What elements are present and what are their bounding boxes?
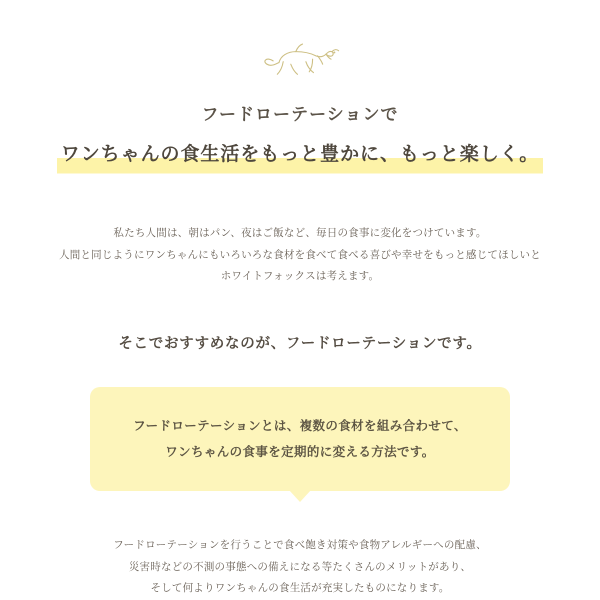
intro-line-2: 人間と同じようにワンちゃんにもいろいろな食材を食べて食べる喜びや幸せをもっと感じてほしいと xyxy=(59,248,541,261)
callout-line-1: フードローテーションとは、複数の食材を組み合わせて、 xyxy=(133,418,467,433)
closing-line-2: 災害時などの不測の事態への備えになる等たくさんのメリットがあり、 xyxy=(128,560,472,573)
headline-line-2: ワンちゃんの食生活をもっと豊かに、もっと楽しく。 xyxy=(57,137,543,175)
closing-line-1: フードローテーションを行うことで食べ飽き対策や食物アレルギーへの配慮、 xyxy=(113,539,487,552)
definition-callout xyxy=(90,387,510,492)
intro-line-1: 私たち人間は、朝はパン、夜はご飯など、毎日の食事に変化をつけています。 xyxy=(113,227,487,240)
intro-paragraph xyxy=(59,223,541,288)
intro-line-3: ホワイトフォックスは考えます。 xyxy=(220,270,380,283)
running-dog-illustration xyxy=(245,34,355,81)
recommend-heading: そこでおすすめなのが、フードローテーションです。 xyxy=(118,335,482,352)
headline-line-1: フードローテーションで xyxy=(201,105,399,125)
closing-line-3: そして何よりワンちゃんの食生活が充実したものになります。 xyxy=(150,582,450,595)
callout-line-2: ワンちゃんの食事を定期的に変える方法です。 xyxy=(165,445,435,460)
page-title xyxy=(57,99,543,175)
closing-paragraph xyxy=(113,535,486,600)
